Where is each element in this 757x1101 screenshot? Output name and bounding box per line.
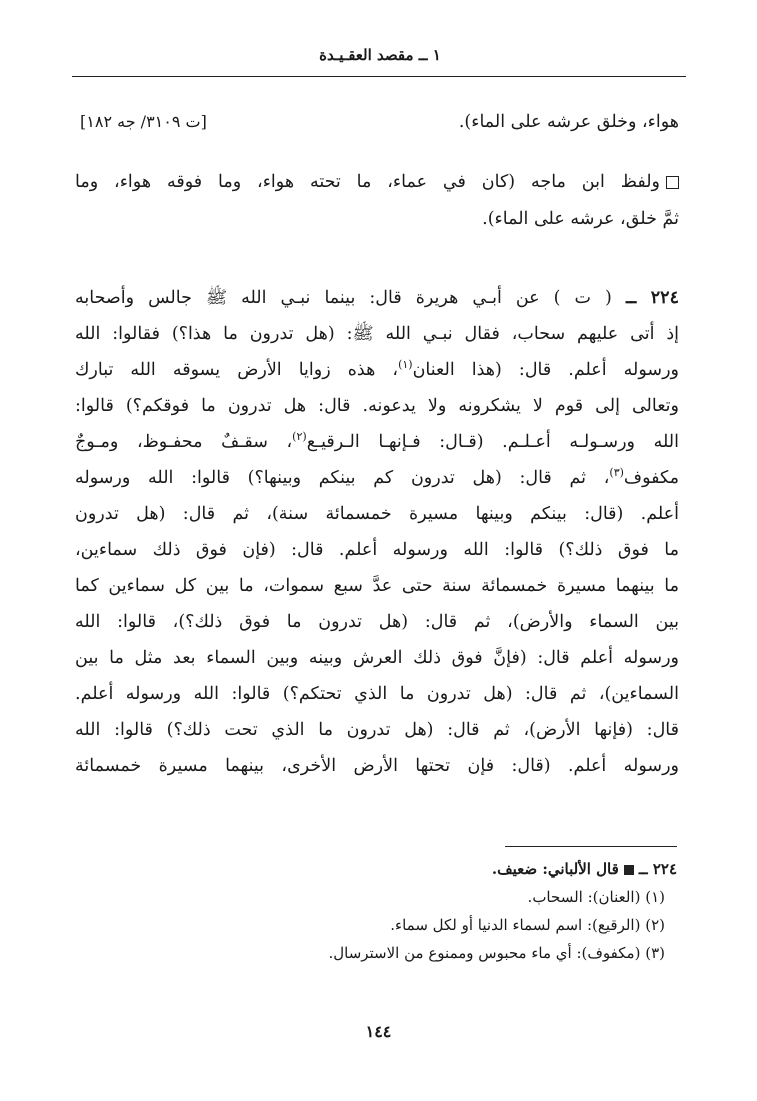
footnote-1-text: : السحاب. xyxy=(527,888,593,906)
text-line-2-content: ولفظ ابن ماجه (كان في عماء، ما تحته هواء، وما فوقه هواء، وما xyxy=(75,172,660,192)
text-line-2 xyxy=(75,170,679,194)
hadith-line-1-content: ( ت ) عن أبـي هريرة قال: بينما نبـي الله ﷺ جالس وأصحابه xyxy=(75,288,612,308)
footnote-grade-number: ٢٢٤ ــ xyxy=(638,860,677,878)
footnote-2 xyxy=(390,914,665,936)
footnote-1-number: (١) xyxy=(645,888,665,906)
hadith-line-9: ما بينهما مسيرة خمسمائة سنة حتى عدَّ سبع سموات، ما بين كل سماءين كما xyxy=(75,576,679,596)
footnote-3-number: (٣) xyxy=(645,944,665,962)
hadith-line-6-part-a: مكفوف xyxy=(623,468,679,488)
footnote-rule xyxy=(505,846,677,847)
footnote-2-number: (٢) xyxy=(645,916,665,934)
hadith-line-12: السماءين)، ثم قال: (هل تدرون ما الذي تحتكم؟) قالوا: الله ورسوله أعلم. xyxy=(75,684,679,704)
hadith-line-5-part-a: الله ورسـولـه أعـلـم. (قـال: فـإنهـا الـرقيـع xyxy=(306,432,679,452)
text-line-1: هواء، وخلق عرشه على الماء). xyxy=(458,112,679,132)
hadith-line-7: أعلم. (قال: بينكم وبينها مسيرة خمسمائة سنة)، ثم قال: (هل تدرون xyxy=(75,504,679,524)
hadith-line-1 xyxy=(75,286,679,310)
filled-square-icon xyxy=(624,865,634,875)
footnote-3 xyxy=(328,942,665,964)
hadith-line-4: وتعالى إلى قوم لا يشكرونه ولا يدعونه. قال: هل تدرون ما فوقكم؟) قالوا: xyxy=(75,396,679,416)
hadith-line-5 xyxy=(75,430,679,454)
footnote-marker-3: (٣) xyxy=(609,466,624,480)
hadith-line-6-part-b: ، ثم قال: (هل تدرون كم بينكم وبينها؟) قالوا: الله ورسوله xyxy=(75,468,610,488)
footnote-1-term: (العنان) xyxy=(592,888,641,906)
hadith-line-14: ورسوله أعلم. (قال: فإن تحتها الأرض الأخرى، بينهما مسيرة خمسمائة xyxy=(75,756,679,776)
hadith-number: ٢٢٤ ــ xyxy=(625,288,679,308)
header-rule xyxy=(72,76,686,77)
hadith-line-10: بين السماء والأرض)، ثم قال: (هل تدرون ما فوق ذلك؟)، قالوا: الله xyxy=(75,612,679,632)
footnote-3-text: : أي ماء محبوس وممنوع من الاسترسال. xyxy=(328,944,582,962)
running-head: ١ ــ مقصد العقـيـدة xyxy=(319,46,441,64)
hadith-line-13: قال: (فإنها الأرض)، ثم قال: (هل تدرون ما الذي تحت ذلك؟) قالوا: الله xyxy=(75,720,679,740)
footnote-2-term: (الرقيع) xyxy=(592,916,641,934)
text-line-3: ثمَّ خلق، عرشه على الماء). xyxy=(482,209,679,229)
footnote-grade xyxy=(492,858,677,880)
hadith-line-11: ورسوله أعلم قال: (فإنَّ فوق ذلك العرش وبينه وبين السماء بعد مثل ما بين xyxy=(75,648,679,668)
footnote-marker-1: (١) xyxy=(398,358,413,372)
hadith-line-6 xyxy=(75,466,679,490)
hadith-line-3 xyxy=(75,358,679,382)
hollow-square-icon xyxy=(666,176,679,189)
hadith-line-5-part-b: ، سقـفٌ محفـوظ، ومـوجٌ xyxy=(75,432,293,452)
page-number: ١٤٤ xyxy=(365,1022,392,1041)
footnote-marker-2: (٢) xyxy=(292,430,307,444)
hadith-line-3-part-b: ، هذه زوايا الأرض يسوقه الله تبارك xyxy=(75,360,399,380)
hadith-line-2: إذ أتى عليهم سحاب، فقال نبـي الله ﷺ: (هل تدرون ما هذا؟) فقالوا: الله xyxy=(75,324,679,344)
footnote-3-term: (مكفوف) xyxy=(581,944,641,962)
hadith-line-8: ما فوق ذلك؟) قالوا: الله ورسوله أعلم. قال: (فإن فوق ذلك سماءين، xyxy=(75,540,679,560)
citation-reference: [ت ٣١٠٩/ جه ١٨٢] xyxy=(80,112,207,131)
footnote-grade-value: : ضعيف. xyxy=(491,860,548,878)
footnote-2-text: : اسم لسماء الدنيا أو لكل سماء. xyxy=(390,916,593,934)
footnote-grade-label: قال الألباني xyxy=(547,860,619,878)
footnote-1 xyxy=(528,886,665,908)
hadith-line-3-part-a: ورسوله أعلم. قال: (هذا العنان xyxy=(412,360,679,380)
